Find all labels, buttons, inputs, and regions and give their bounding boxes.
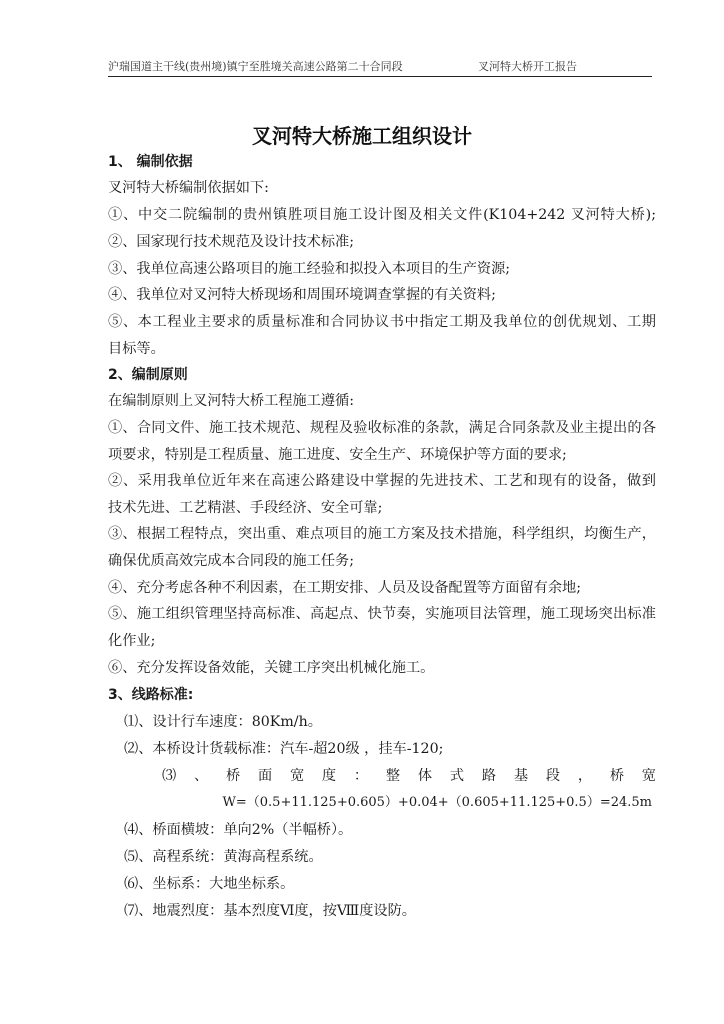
section3-item-7: ⑺、地震烈度：基本烈度Ⅵ度，按Ⅷ度设防。 <box>124 903 416 919</box>
section3-item-3: ⑶ 、 桥 面 宽 度 ： 整 体 式 路 基 段 ， 桥 宽 <box>162 768 656 784</box>
section3-item-6: ⑹、坐标系：大地坐标系。 <box>124 876 295 892</box>
section3-item-5: ⑸、高程系统：黄海高程系统。 <box>124 849 323 865</box>
section2-line-2: 项要求，特别是工程质量、施工进度、安全生产、环境保护等方面的要求; <box>108 447 567 463</box>
section2-line-1: ①、合同文件、施工技术规范、规程及验收标准的条款，满足合同条款及业主提出的各 <box>108 420 656 436</box>
page-header <box>108 60 652 77</box>
section1-item-2: ②、国家现行技术规范及设计技术标准; <box>108 234 354 250</box>
section2-line-4: 技术先进、工艺精湛、手段经济、安全可靠; <box>108 500 383 516</box>
section2-intro: 在编制原则上叉河特大桥工程施工遵循: <box>108 393 354 409</box>
section2-line-5: ③、根据工程特点，突出重、难点项目的施工方案及技术措施，科学组织，均衡生产， <box>108 526 656 542</box>
section2-line-9: 化作业; <box>108 633 156 649</box>
section2-line-3: ②、采用我单位近年来在高速公路建设中掌握的先进技术、工艺和现有的设备，做到 <box>108 473 656 489</box>
section2-line-8: ⑤、施工组织管理坚持高标准、高起点、快节奏，实施项目法管理，施工现场突出标准 <box>108 606 656 622</box>
document-title: 叉河特大桥施工组织设计 <box>252 124 472 148</box>
header-report-name: 叉河特大桥开工报告 <box>478 60 577 73</box>
section3-item-3-formula: W=（0.5+11.125+0.605）+0.04+（0.605+11.125+0.5）=24.5m <box>222 795 652 810</box>
section3-heading: 3、线路标准: <box>108 687 194 703</box>
section1-intro: 叉河特大桥编制依据如下: <box>108 180 269 196</box>
section2-line-10: ⑥、充分发挥设备效能，关键工序突出机械化施工。 <box>108 660 435 676</box>
section1-heading: 1、 编制依据 <box>108 154 193 170</box>
section3-item-2: ⑵、本桥设计货载标准：汽车-超20级 ，挂车-120; <box>124 741 444 757</box>
header-project-name: 沪瑞国道主干线(贵州境)镇宁至胜境关高速公路第二十合同段 <box>108 60 403 73</box>
section1-item-1: ①、中交二院编制的贵州镇胜项目施工设计图及相关文件(K104+242 叉河特大桥); <box>108 207 656 223</box>
section2-line-6: 确保优质高效完成本合同段的施工任务; <box>108 553 354 569</box>
section1-item-5: ⑤、本工程业主要求的质量标准和合同协议书中指定工期及我单位的创优规划、工期 <box>108 314 656 330</box>
section3-item-1: ⑴、设计行车速度：80Km/h。 <box>124 714 322 730</box>
section3-item-4: ⑷、桥面横坡：单向2%（半幅桥）。 <box>124 822 353 838</box>
section1-item-3: ③、我单位高速公路项目的施工经验和拟投入本项目的生产资源; <box>108 261 511 277</box>
section1-item-4: ④、我单位对叉河特大桥现场和周围环境调查掌握的有关资料; <box>108 287 496 303</box>
section1-item-5-cont: 目标等。 <box>108 341 165 357</box>
section2-line-7: ④、充分考虑各种不利因素，在工期安排、人员及设备配置等方面留有余地; <box>108 580 581 596</box>
section2-heading: 2、编制原则 <box>108 367 188 383</box>
